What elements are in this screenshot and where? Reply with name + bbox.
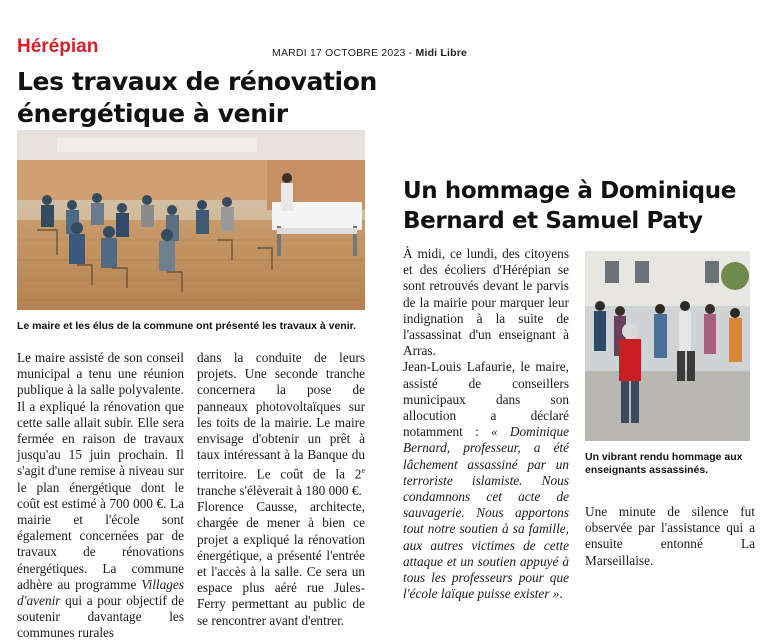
article2-paragraph-3: Une minute de silence fut observée par l'assistance qui a ensuite entonné La Marseillaise. xyxy=(585,504,755,568)
article2-paragraph-2 xyxy=(403,359,569,602)
section-kicker: Hérépian xyxy=(17,36,99,57)
article1-column-1 xyxy=(17,350,184,642)
article2-paragraph-2-end: . xyxy=(559,586,563,602)
article2-photo-caption: Un vibrant rendu hommage aux enseignants assassinés. xyxy=(585,451,743,476)
program-name: Villages d'avenir xyxy=(17,576,184,609)
dateline xyxy=(272,47,467,59)
issue-date: MARDI 17 OCTOBRE 2023 xyxy=(272,47,406,59)
article2-headline: Un hommage à Dominique Bernard et Samuel Paty xyxy=(403,178,736,234)
article1-paragraph-1-end: qui a pour objectif de soutenir davantage les communes rurales xyxy=(17,593,184,641)
article1-paragraph-3: Florence Causse, architecte, chargée de mener à bien ce projet a expliqué la rénovation énergétique, a présenté l'entrée et l'accès à la salle. Ce sera un espace plus aéré rue Jules-Ferry permettant au public de se rencontrer avant d'entrer. xyxy=(197,499,365,628)
dateline-separator: - xyxy=(405,47,416,59)
article2-column-1 xyxy=(403,246,569,602)
article1-column-2 xyxy=(197,350,365,629)
article1-paragraph-2 xyxy=(197,350,365,499)
mayor-quote: « Dominique Bernard, professeur, a été lâchement assassiné par un terroriste islamiste. Nous condamnons cet acte de sauvagerie. Nous apportons tout notre soutien à sa famille, aux autres victimes de cette attaque et un soutien appuyé à tous les professeurs pour que l'école laïque puisse exister » xyxy=(403,424,569,602)
article1-paragraph-2-text: dans la conduite de leurs projets. Une seconde tranche concernera la pose de panneaux photovoltaïques sur les toits de la mairie. Le maire envisage d'obtenir un prêt à taux intéressant à la Banque du territoire. Le coût de la 2 xyxy=(197,350,365,482)
meeting-hall-illustration xyxy=(17,130,365,310)
article1-paragraph-2-end: tranche s'élèverait à 180 000 €. xyxy=(197,483,362,499)
ordinal-suffix: e xyxy=(361,466,365,476)
publication-name: Midi Libre xyxy=(415,47,468,59)
article1-headline: Les travaux de rénovation énergétique à venir xyxy=(17,67,377,128)
article1-photo xyxy=(17,130,365,310)
article2-column-2 xyxy=(585,504,755,569)
article1-paragraph-1-text: Le maire assisté de son conseil municipal a tenu une réunion publique à la salle polyvalente. Il a expliqué la rénovation que cette salle allait subir. Elle sera fermée en raison de travaux jusqu'au 15 juin prochain. Il s'agit d'une remise à niveau sur le plan énergétique dont le coût est estimé à 700 000 €. La mairie et l'école sont également concernées par de travaux de rénovations énergétiques. La commune adhère au programme xyxy=(17,350,184,592)
article1-paragraph-1 xyxy=(17,350,184,642)
article2-paragraph-2-text: Jean-Louis Lafaurie, le maire, assisté de conseillers municipaux dans son allocution a déclaré notamment : xyxy=(403,359,569,440)
tribute-gathering-illustration xyxy=(585,251,750,441)
article2-paragraph-1: À midi, ce lundi, des citoyens et des écoliers d'Hérépian se sont retrouvés devant le parvis de la mairie pour marquer leur indignation à la suite de l'assassinat d'un enseignant à Arras. xyxy=(403,246,569,359)
article2-photo xyxy=(585,251,750,441)
article1-photo-caption: Le maire et les élus de la commune ont présenté les travaux à venir. xyxy=(17,320,357,332)
